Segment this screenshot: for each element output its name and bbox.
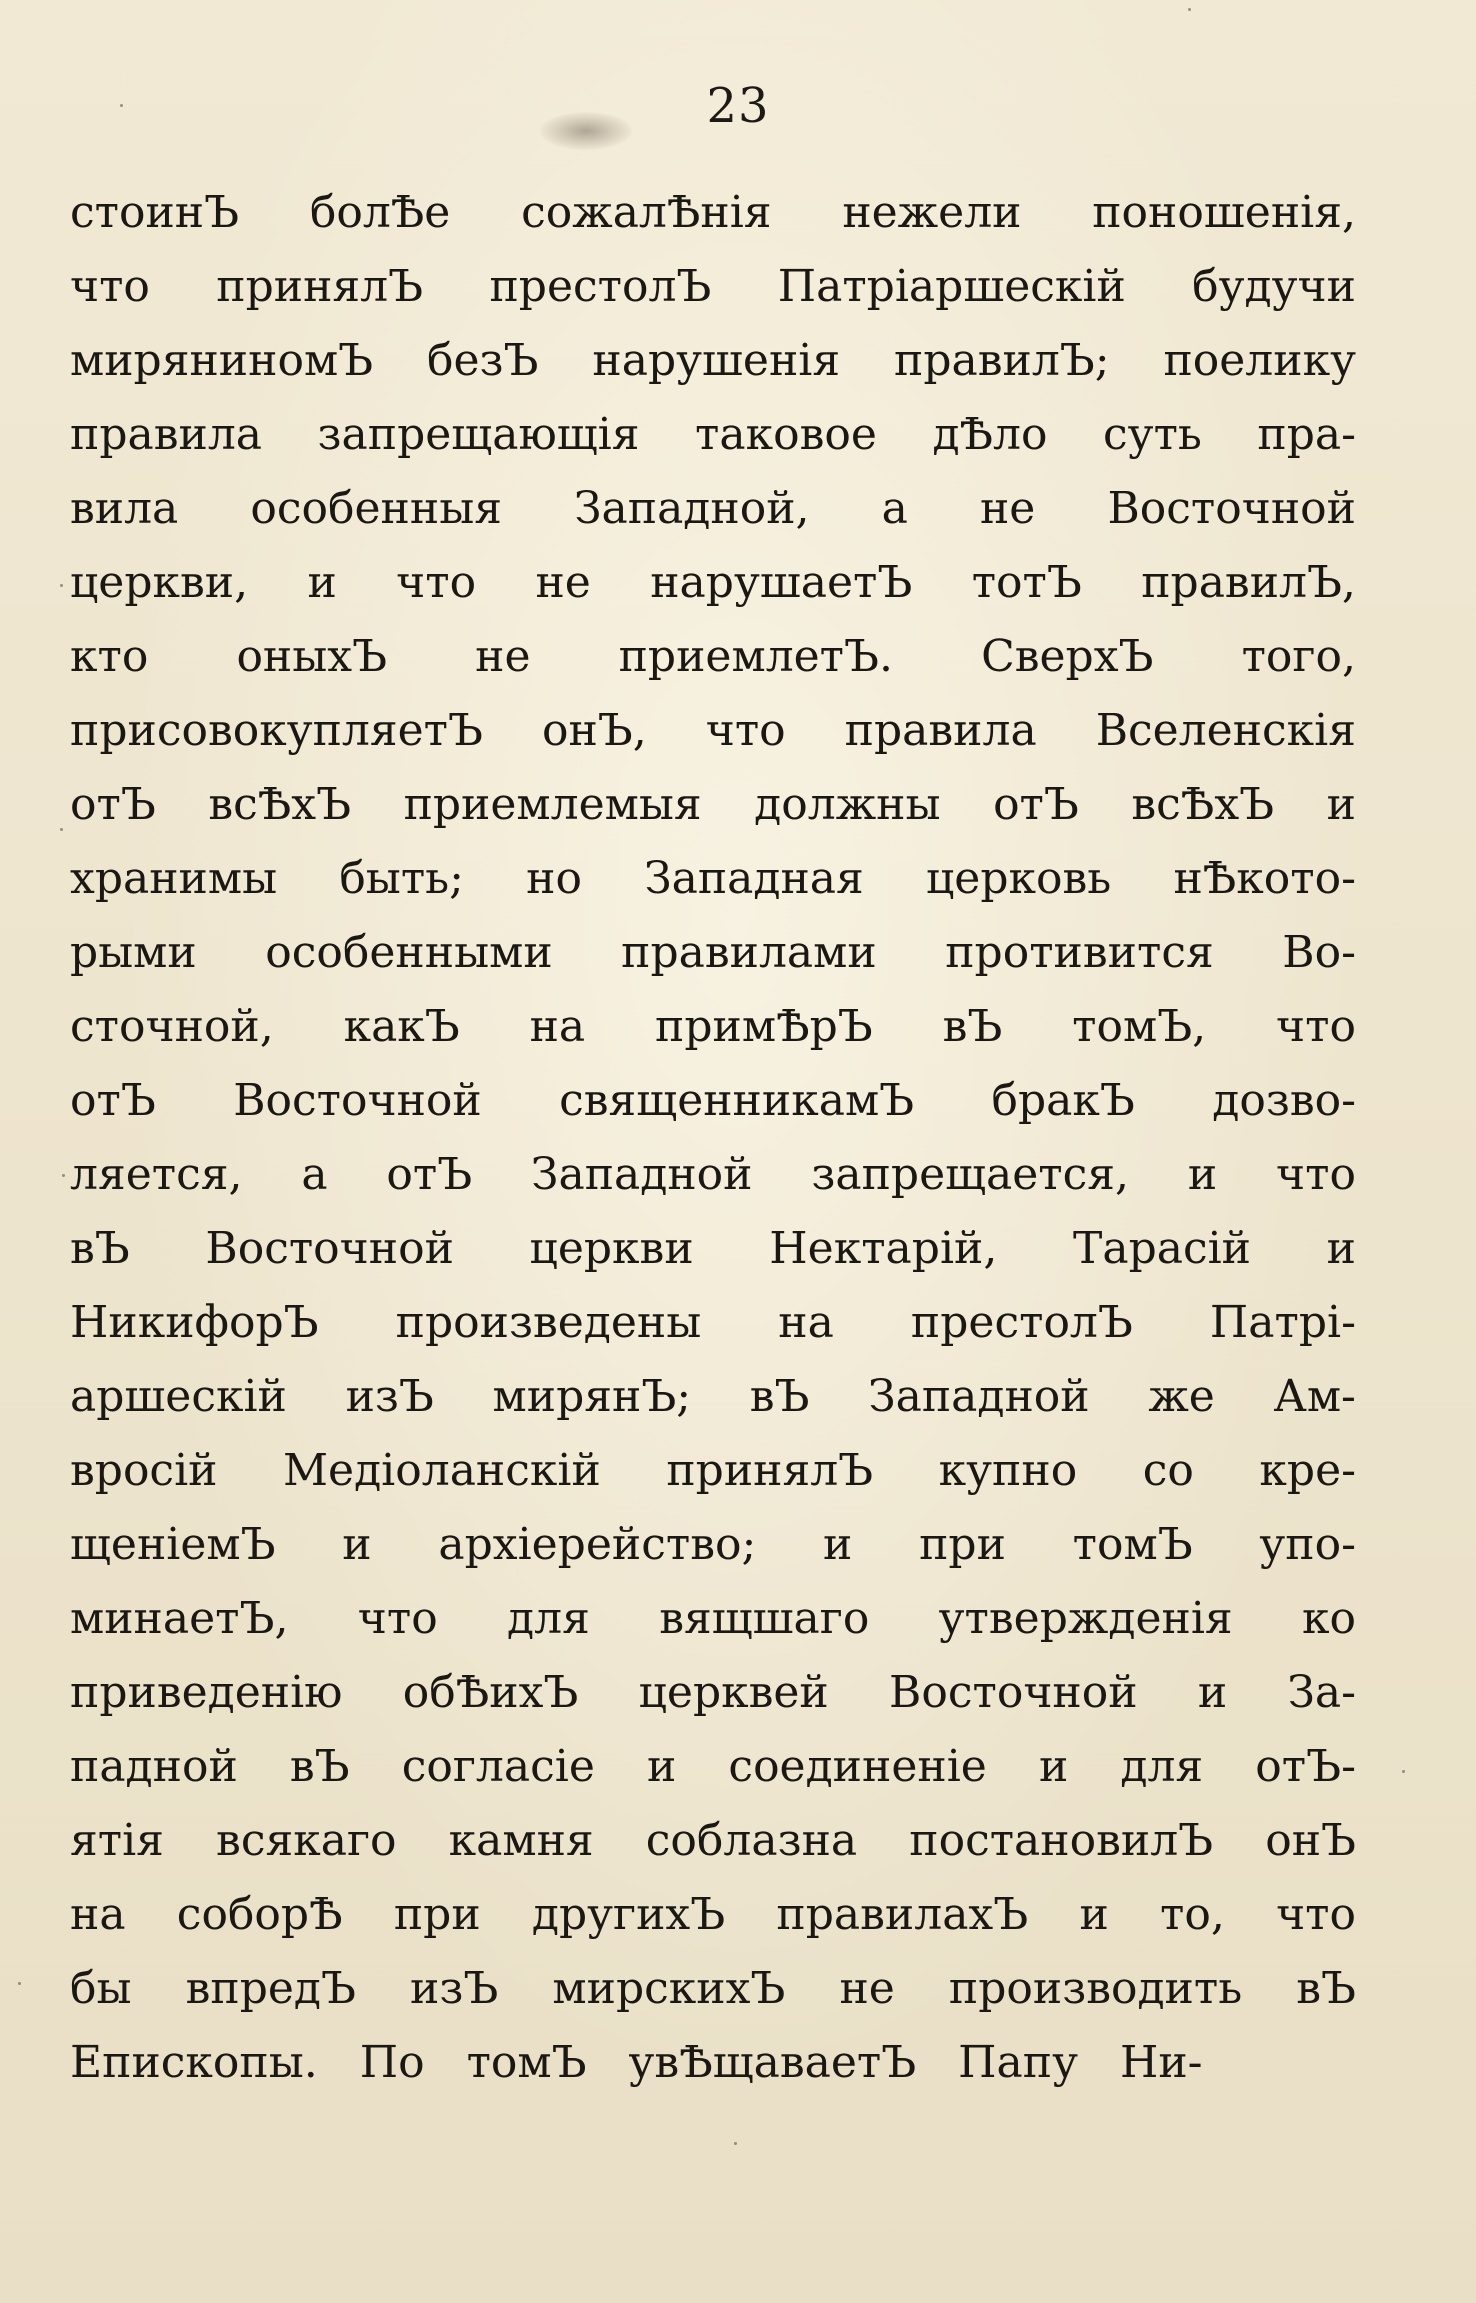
text-line xyxy=(70,1878,1356,1952)
word: щеніемЪ xyxy=(70,1519,276,1570)
word: правилахЪ xyxy=(776,1889,1029,1940)
word: не xyxy=(475,631,531,682)
text-line xyxy=(70,768,1356,842)
word: со xyxy=(1142,1445,1194,1496)
word: бракЪ xyxy=(991,1075,1135,1126)
word: церкви xyxy=(529,1223,694,1274)
word: Восточной xyxy=(889,1667,1138,1718)
word: правилЪ; xyxy=(894,335,1110,386)
word: Патріаршескій xyxy=(777,261,1126,312)
word: что xyxy=(396,557,477,608)
word: священникамЪ xyxy=(559,1075,915,1126)
word: престолЪ xyxy=(489,261,712,312)
text-line xyxy=(70,472,1356,546)
text-line xyxy=(70,176,1356,250)
word: же xyxy=(1148,1371,1215,1422)
word: пра- xyxy=(1257,409,1356,460)
word: дозво- xyxy=(1212,1075,1356,1126)
word: всякаго xyxy=(216,1815,397,1866)
word: и xyxy=(1326,779,1356,830)
word: упо- xyxy=(1259,1519,1356,1570)
paper-speck xyxy=(1402,1770,1405,1773)
text-line xyxy=(70,1434,1356,1508)
word: и xyxy=(1326,1223,1356,1274)
text-line xyxy=(70,1582,1356,1656)
word: поношенія, xyxy=(1092,187,1356,238)
word: поелику xyxy=(1163,335,1356,386)
word: Вселенскія xyxy=(1095,705,1356,756)
text-line xyxy=(70,1804,1356,1878)
word: то, xyxy=(1160,1889,1225,1940)
word: Тарасій xyxy=(1072,1223,1252,1274)
paper-speck xyxy=(60,584,63,587)
word: на xyxy=(70,1889,126,1940)
word: обѢихЪ xyxy=(402,1667,579,1718)
paper-speck xyxy=(60,828,63,831)
word: особенными xyxy=(265,927,553,978)
word: Западная xyxy=(644,853,864,904)
text-line xyxy=(70,398,1356,472)
word: камня xyxy=(448,1815,594,1866)
word: церквей xyxy=(638,1667,829,1718)
word: увѢщаваетЪ xyxy=(628,2037,917,2088)
word: миряниномЪ xyxy=(70,335,374,386)
word: суть xyxy=(1103,409,1202,460)
word: Восточной xyxy=(1107,483,1356,534)
word: того, xyxy=(1241,631,1356,682)
text-line xyxy=(70,1730,1356,1804)
text-line xyxy=(70,990,1356,1064)
word: дѢло xyxy=(932,409,1048,460)
word: не xyxy=(535,557,591,608)
text-line xyxy=(70,1952,1356,2026)
word: За- xyxy=(1287,1667,1356,1718)
word: отЪ xyxy=(993,779,1079,830)
word: Восточной xyxy=(233,1075,482,1126)
word: тотЪ xyxy=(971,557,1082,608)
word: изЪ xyxy=(410,1963,499,2014)
word: Патрі- xyxy=(1209,1297,1356,1348)
word: нежели xyxy=(842,187,1022,238)
word: Западной xyxy=(868,1371,1090,1422)
word: хранимы xyxy=(70,853,278,904)
word: присовокупляетЪ xyxy=(70,705,483,756)
word: правилами xyxy=(621,927,877,978)
word: производить xyxy=(948,1963,1243,2014)
word: отЪ xyxy=(70,1075,156,1126)
word: что xyxy=(357,1593,438,1644)
word: утвержденія xyxy=(938,1593,1233,1644)
word: на xyxy=(778,1297,834,1348)
text-line xyxy=(70,250,1356,324)
word: принялЪ xyxy=(216,261,424,312)
word: церковь xyxy=(926,853,1112,904)
word: оныхЪ xyxy=(236,631,388,682)
word: онЪ xyxy=(1265,1815,1356,1866)
word: По xyxy=(359,2037,425,2088)
word: СверхЪ xyxy=(981,631,1154,682)
word: вЪ xyxy=(289,1741,350,1792)
word: примѢрЪ xyxy=(655,1001,873,1052)
text-line xyxy=(70,1212,1356,1286)
word: томЪ xyxy=(466,2037,587,2088)
word: ко xyxy=(1302,1593,1356,1644)
word: купно xyxy=(938,1445,1078,1496)
text-line xyxy=(70,1656,1356,1730)
word: произведены xyxy=(395,1297,702,1348)
word: и xyxy=(823,1519,853,1570)
word: приемлетЪ. xyxy=(618,631,893,682)
word: приемлемыя xyxy=(403,779,702,830)
paper-speck xyxy=(1188,8,1191,11)
word: и xyxy=(1079,1889,1109,1940)
word: нарушенія xyxy=(592,335,841,386)
word: противится xyxy=(945,927,1214,978)
word: всѢхЪ xyxy=(208,779,352,830)
word: томЪ xyxy=(1072,1519,1193,1570)
word: что xyxy=(1276,1149,1356,1200)
text-line xyxy=(70,916,1356,990)
word: вросій xyxy=(70,1445,218,1496)
word: что xyxy=(1276,1001,1356,1052)
word: томЪ, xyxy=(1072,1001,1207,1052)
word: и xyxy=(1197,1667,1228,1718)
word: для xyxy=(1120,1741,1204,1792)
word: нарушаетЪ xyxy=(650,557,913,608)
word: впредЪ xyxy=(185,1963,356,2014)
word: Нектарій, xyxy=(769,1223,998,1274)
word: ятія xyxy=(70,1815,164,1866)
word: особенныя xyxy=(250,483,502,534)
word: бы xyxy=(70,1963,132,2014)
word: соборѢ xyxy=(176,1889,343,1940)
word: и xyxy=(1187,1149,1218,1200)
word: быть; xyxy=(339,853,464,904)
body-text xyxy=(70,176,1356,2100)
word: что xyxy=(1276,1889,1356,1940)
word: но xyxy=(526,853,582,904)
text-line xyxy=(70,1360,1356,1434)
word: и xyxy=(1038,1741,1069,1792)
word: вЪ xyxy=(1296,1963,1356,2014)
word: сожалѢнія xyxy=(521,187,772,238)
word: аршескій xyxy=(70,1371,287,1422)
word: всѢхЪ xyxy=(1131,779,1275,830)
word: и xyxy=(646,1741,677,1792)
word: мирскихЪ xyxy=(552,1963,786,2014)
word: вящшаго xyxy=(659,1593,870,1644)
word: правила xyxy=(844,705,1037,756)
word: таковое xyxy=(695,409,877,460)
word: запрещающія xyxy=(317,409,640,460)
word: какЪ xyxy=(343,1001,460,1052)
text-line xyxy=(70,324,1356,398)
word: безЪ xyxy=(427,335,539,386)
word: должны xyxy=(754,779,941,830)
word: что xyxy=(705,705,786,756)
word: минаетЪ, xyxy=(70,1593,289,1644)
word: Ни- xyxy=(1119,2037,1203,2088)
paper-speck xyxy=(18,1982,21,1985)
word: Медіоланскій xyxy=(283,1445,601,1496)
text-line xyxy=(70,1064,1356,1138)
word: кре- xyxy=(1259,1445,1356,1496)
word: Восточной xyxy=(205,1223,454,1274)
page-number: 23 xyxy=(706,78,770,134)
word: а xyxy=(301,1149,328,1200)
text-line xyxy=(70,1138,1356,1212)
word: а xyxy=(881,483,908,534)
word: ляется, xyxy=(70,1149,243,1200)
word: правила xyxy=(70,409,263,460)
text-line xyxy=(70,1508,1356,1582)
word: церкви, xyxy=(70,557,249,608)
word: вЪ xyxy=(70,1223,130,1274)
word: мирянЪ; xyxy=(492,1371,692,1422)
word: будучи xyxy=(1192,261,1356,312)
word: не xyxy=(839,1963,895,2014)
word: при xyxy=(393,1889,481,1940)
paper-speck xyxy=(62,1174,65,1177)
text-line xyxy=(70,620,1356,694)
word: НикифорЪ xyxy=(70,1297,319,1348)
word: стоинЪ xyxy=(70,187,240,238)
word: нѢкото- xyxy=(1173,853,1356,904)
word: вила xyxy=(70,483,179,534)
word: согласіе xyxy=(401,1741,595,1792)
word: Папу xyxy=(958,2037,1078,2088)
word: Епископы. xyxy=(70,2037,318,2088)
word: на xyxy=(529,1001,586,1052)
word: кто xyxy=(70,631,149,682)
word: при xyxy=(919,1519,1006,1570)
word: сточной, xyxy=(70,1001,274,1052)
word: падной xyxy=(70,1741,238,1792)
word: престолЪ xyxy=(910,1297,1133,1348)
word: онЪ, xyxy=(541,705,647,756)
word: архіерейство; xyxy=(438,1519,757,1570)
text-line xyxy=(70,1286,1356,1360)
text-line xyxy=(70,842,1356,916)
word: отЪ xyxy=(70,779,156,830)
word: для xyxy=(507,1593,590,1644)
word: рыми xyxy=(70,927,197,978)
word: другихЪ xyxy=(531,1889,726,1940)
word: и xyxy=(342,1519,372,1570)
word: правилЪ, xyxy=(1141,557,1356,608)
text-line xyxy=(70,2026,1356,2100)
word: Ам- xyxy=(1273,1371,1356,1422)
text-line xyxy=(70,546,1356,620)
word: Западной, xyxy=(574,483,810,534)
word: не xyxy=(979,483,1036,534)
word: и xyxy=(307,557,337,608)
word: что xyxy=(70,261,150,312)
word: соединеніе xyxy=(728,1741,987,1792)
word: вЪ xyxy=(749,1371,810,1422)
word: изЪ xyxy=(345,1371,434,1422)
word: Западной xyxy=(531,1149,753,1200)
word: отЪ xyxy=(386,1149,473,1200)
word: запрещается, xyxy=(811,1149,1130,1200)
word: Во- xyxy=(1282,927,1356,978)
paper-speck xyxy=(734,2142,737,2145)
word: принялЪ xyxy=(666,1445,874,1496)
word: отЪ- xyxy=(1255,1741,1356,1792)
text-line xyxy=(70,694,1356,768)
word: соблазна xyxy=(645,1815,858,1866)
word: постановилЪ xyxy=(909,1815,1214,1866)
word: болѢе xyxy=(309,187,451,238)
word: вЪ xyxy=(942,1001,1003,1052)
word: приведенію xyxy=(70,1667,343,1718)
